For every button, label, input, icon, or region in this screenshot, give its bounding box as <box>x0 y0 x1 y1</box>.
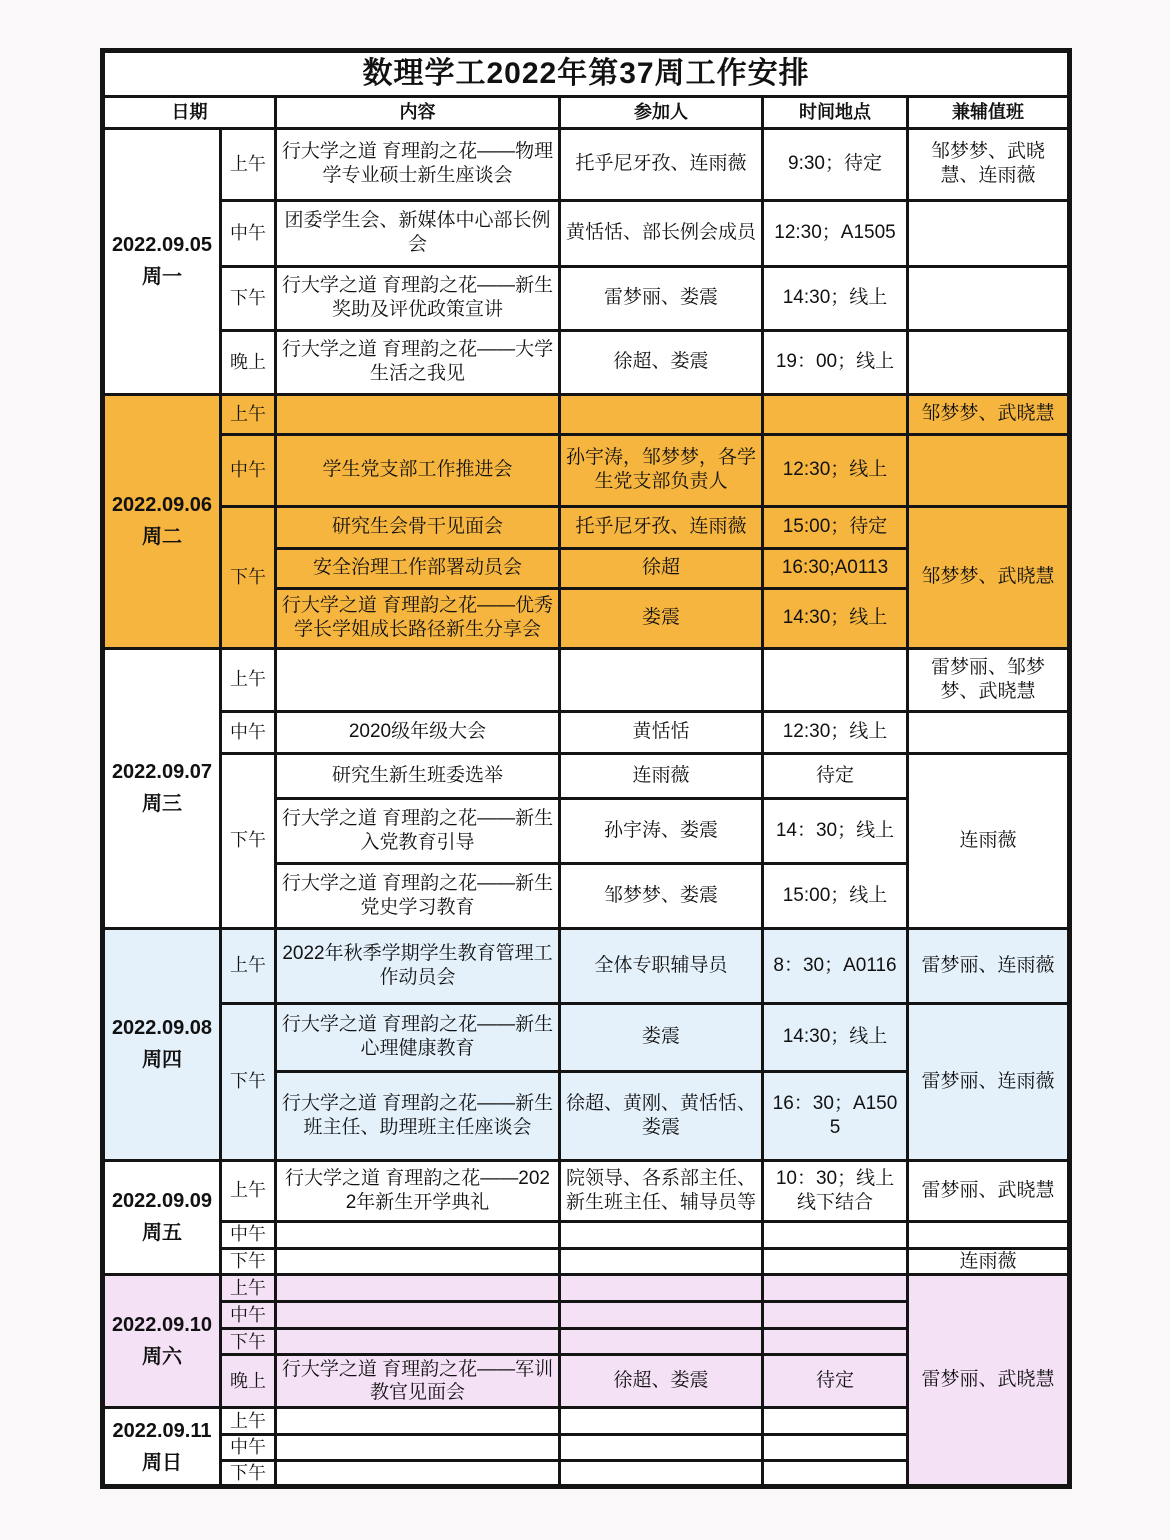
time-cell: 14:30；线上 <box>763 588 908 648</box>
duty-cell: 雷梦丽、连雨薇 <box>908 1003 1070 1160</box>
duty-cell: 雷梦丽、邹梦梦、武晓慧 <box>908 648 1070 711</box>
participants-cell <box>560 1302 763 1329</box>
content-cell: 行大学之道 育理韵之花——新生班主任、助理班主任座谈会 <box>276 1071 560 1160</box>
participants-cell: 连雨薇 <box>560 753 763 798</box>
date-text: 2022.09.06 <box>111 494 213 516</box>
participants-cell: 徐超、娄震 <box>560 330 763 394</box>
participants-cell: 孙宇涛，邹梦梦，各学生党支部负责人 <box>560 434 763 506</box>
participants-cell <box>560 1329 763 1355</box>
duty-cell-weekend: 雷梦丽、武晓慧 <box>908 1275 1070 1487</box>
time-cell: 12:30；A1505 <box>763 200 908 266</box>
col-header-duty: 兼辅值班 <box>908 96 1070 128</box>
duty-cell: 邹梦梦、武晓慧 <box>908 506 1070 648</box>
content-cell: 2020级年级大会 <box>276 711 560 753</box>
period-cell: 中午 <box>221 1221 276 1248</box>
duty-cell: 邹梦梦、武晓慧 <box>908 394 1070 434</box>
date-cell <box>103 1408 221 1487</box>
time-cell <box>763 1248 908 1275</box>
period-cell: 下午 <box>221 1003 276 1160</box>
period-cell: 中午 <box>221 434 276 506</box>
time-cell <box>763 648 908 711</box>
time-cell: 14：30；线上 <box>763 798 908 863</box>
participants-cell: 徐超、娄震 <box>560 1355 763 1408</box>
duty-cell: 邹梦梦、武晓慧、连雨薇 <box>908 128 1070 200</box>
duty-cell <box>908 266 1070 330</box>
duty-cell <box>908 330 1070 394</box>
time-cell: 待定 <box>763 753 908 798</box>
participants-cell: 黄恬恬 <box>560 711 763 753</box>
content-cell: 行大学之道 育理韵之花——物理学专业硕士新生座谈会 <box>276 128 560 200</box>
content-cell: 行大学之道 育理韵之花——军训教官见面会 <box>276 1355 560 1408</box>
content-cell <box>276 1248 560 1275</box>
participants-cell: 院领导、各系部主任、新生班主任、辅导员等 <box>560 1160 763 1221</box>
time-cell: 14:30；线上 <box>763 1003 908 1071</box>
duty-cell <box>908 1221 1070 1248</box>
participants-cell: 托乎尼牙孜、连雨薇 <box>560 506 763 548</box>
date-cell <box>103 1275 221 1408</box>
date-text: 2022.09.11 <box>112 1419 212 1442</box>
content-cell: 2022年秋季学期学生教育管理工作动员会 <box>276 928 560 1003</box>
content-cell: 行大学之道 育理韵之花——2022年新生开学典礼 <box>276 1160 560 1221</box>
date-text: 2022.09.08 <box>111 1017 213 1039</box>
period-cell: 中午 <box>221 1302 276 1329</box>
content-cell: 行大学之道 育理韵之花——新生奖助及评优政策宣讲 <box>276 266 560 330</box>
period-cell: 上午 <box>221 1275 276 1302</box>
time-cell: 16:30;A0113 <box>763 548 908 588</box>
period-cell: 下午 <box>221 753 276 928</box>
weekday-text: 周一 <box>142 266 182 288</box>
period-cell: 上午 <box>221 648 276 711</box>
date-cell <box>103 394 221 648</box>
table-title: 数理学工2022年第37周工作安排 <box>103 51 1070 97</box>
period-cell: 下午 <box>221 1248 276 1275</box>
content-cell <box>276 1435 560 1461</box>
content-cell: 行大学之道 育理韵之花——大学生活之我见 <box>276 330 560 394</box>
date-cell <box>103 928 221 1160</box>
col-header-time: 时间地点 <box>763 96 908 128</box>
col-header-content: 内容 <box>276 96 560 128</box>
time-cell <box>763 1275 908 1302</box>
participants-cell <box>560 1275 763 1302</box>
period-cell: 上午 <box>221 128 276 200</box>
weekday-text: 周六 <box>142 1346 182 1369</box>
time-cell: 10：30；线上线下结合 <box>763 1160 908 1221</box>
duty-cell: 雷梦丽、武晓慧 <box>908 1160 1070 1221</box>
time-cell: 16：30；A1505 <box>763 1071 908 1160</box>
time-cell: 15:00；待定 <box>763 506 908 548</box>
period-cell: 中午 <box>221 1435 276 1461</box>
participants-cell: 全体专职辅导员 <box>560 928 763 1003</box>
content-cell: 行大学之道 育理韵之花——新生入党教育引导 <box>276 798 560 863</box>
content-cell: 行大学之道 育理韵之花——优秀学长学姐成长路径新生分享会 <box>276 588 560 648</box>
date-cell <box>103 1160 221 1275</box>
participants-cell <box>560 648 763 711</box>
time-cell: 12:30；线上 <box>763 711 908 753</box>
time-cell: 12:30；线上 <box>763 434 908 506</box>
period-cell: 中午 <box>221 711 276 753</box>
time-cell <box>763 1435 908 1461</box>
weekday-text: 周日 <box>142 1451 182 1474</box>
content-cell <box>276 648 560 711</box>
time-cell <box>763 1329 908 1355</box>
content-cell <box>276 1408 560 1435</box>
participants-cell <box>560 1221 763 1248</box>
date-text: 2022.09.09 <box>111 1190 213 1213</box>
weekday-text: 周二 <box>142 526 182 548</box>
content-cell <box>276 1221 560 1248</box>
time-cell: 15:00；线上 <box>763 863 908 928</box>
content-cell: 学生党支部工作推进会 <box>276 434 560 506</box>
duty-cell <box>908 200 1070 266</box>
period-cell: 下午 <box>221 506 276 648</box>
participants-cell: 孙宇涛、娄震 <box>560 798 763 863</box>
participants-cell: 娄震 <box>560 1003 763 1071</box>
period-cell: 下午 <box>221 1460 276 1487</box>
duty-cell <box>908 434 1070 506</box>
content-cell: 研究生会骨干见面会 <box>276 506 560 548</box>
period-cell: 上午 <box>221 928 276 1003</box>
time-cell: 9:30；待定 <box>763 128 908 200</box>
content-cell <box>276 1329 560 1355</box>
participants-cell <box>560 1460 763 1487</box>
content-cell: 团委学生会、新媒体中心部长例会 <box>276 200 560 266</box>
time-cell <box>763 1302 908 1329</box>
participants-cell: 徐超、黄刚、黄恬恬、娄震 <box>560 1071 763 1160</box>
content-cell <box>276 1275 560 1302</box>
duty-cell: 连雨薇 <box>908 753 1070 928</box>
period-cell: 晚上 <box>221 1355 276 1408</box>
time-cell <box>763 394 908 434</box>
participants-cell <box>560 394 763 434</box>
weekly-schedule-table <box>100 48 1072 1489</box>
time-cell <box>763 1460 908 1487</box>
participants-cell <box>560 1435 763 1461</box>
col-header-participants: 参加人 <box>560 96 763 128</box>
participants-cell: 黄恬恬、部长例会成员 <box>560 200 763 266</box>
duty-cell: 雷梦丽、连雨薇 <box>908 928 1070 1003</box>
participants-cell <box>560 1248 763 1275</box>
content-cell: 研究生新生班委选举 <box>276 753 560 798</box>
duty-cell: 连雨薇 <box>908 1248 1070 1275</box>
time-cell <box>763 1221 908 1248</box>
time-cell: 待定 <box>763 1355 908 1408</box>
participants-cell: 娄震 <box>560 588 763 648</box>
weekday-text: 周五 <box>142 1222 182 1245</box>
participants-cell <box>560 1408 763 1435</box>
period-cell: 下午 <box>221 266 276 330</box>
weekday-text: 周四 <box>142 1049 182 1071</box>
col-header-date: 日期 <box>103 96 276 128</box>
date-text: 2022.09.05 <box>111 234 213 256</box>
participants-cell: 邹梦梦、娄震 <box>560 863 763 928</box>
date-text: 2022.09.07 <box>111 761 213 783</box>
time-cell: 8：30；A0116 <box>763 928 908 1003</box>
time-cell <box>763 1408 908 1435</box>
date-cell <box>103 128 221 394</box>
participants-cell: 雷梦丽、娄震 <box>560 266 763 330</box>
content-cell <box>276 1302 560 1329</box>
participants-cell: 徐超 <box>560 548 763 588</box>
period-cell: 上午 <box>221 1408 276 1435</box>
content-cell: 行大学之道 育理韵之花——新生心理健康教育 <box>276 1003 560 1071</box>
period-cell: 晚上 <box>221 330 276 394</box>
time-cell: 14:30；线上 <box>763 266 908 330</box>
period-cell: 上午 <box>221 394 276 434</box>
period-cell: 上午 <box>221 1160 276 1221</box>
date-text: 2022.09.10 <box>111 1314 213 1337</box>
content-cell <box>276 394 560 434</box>
content-cell <box>276 1460 560 1487</box>
weekday-text: 周三 <box>142 793 182 815</box>
participants-cell: 托乎尼牙孜、连雨薇 <box>560 128 763 200</box>
period-cell: 中午 <box>221 200 276 266</box>
duty-cell <box>908 711 1070 753</box>
content-cell: 行大学之道 育理韵之花——新生党史学习教育 <box>276 863 560 928</box>
period-cell: 下午 <box>221 1329 276 1355</box>
time-cell: 19：00；线上 <box>763 330 908 394</box>
content-cell: 安全治理工作部署动员会 <box>276 548 560 588</box>
date-cell <box>103 648 221 928</box>
